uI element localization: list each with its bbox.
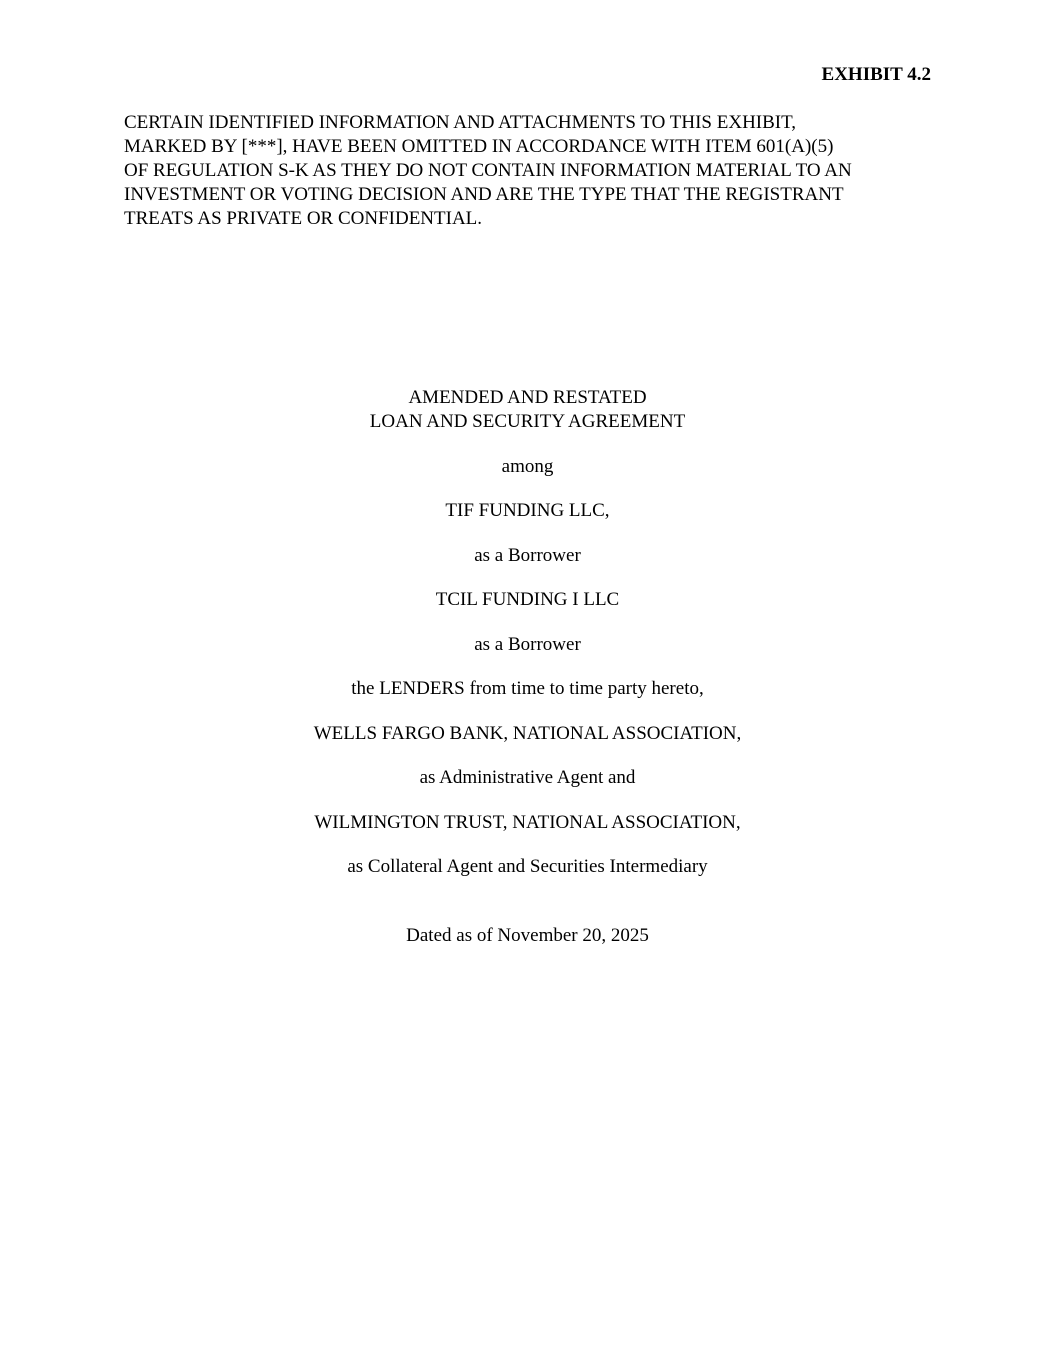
- collateral-agent-name: WILMINGTON TRUST, NATIONAL ASSOCIATION,: [314, 812, 741, 833]
- borrower1-role: as a Borrower: [474, 545, 581, 566]
- admin-agent-role: as Administrative Agent and: [419, 767, 636, 788]
- title-line-1: AMENDED AND RESTATED: [408, 387, 647, 408]
- notice-line: OF REGULATION S-K AS THEY DO NOT CONTAIN INFORMATION MATERIAL TO AN: [124, 160, 852, 181]
- confidentiality-notice: [124, 111, 944, 231]
- borrower1-name: TIF FUNDING LLC,: [445, 500, 610, 521]
- among-text: among: [501, 456, 554, 477]
- lenders-text: the LENDERS from time to time party hereto,: [351, 678, 704, 699]
- notice-line: MARKED BY [***], HAVE BEEN OMITTED IN ACCORDANCE WITH ITEM 601(A)(5): [124, 136, 834, 157]
- title-line-2: LOAN AND SECURITY AGREEMENT: [369, 411, 686, 432]
- notice-line: TREATS AS PRIVATE OR CONFIDENTIAL.: [124, 208, 483, 229]
- borrower2-name: TCIL FUNDING I LLC: [435, 589, 620, 610]
- admin-agent-name: WELLS FARGO BANK, NATIONAL ASSOCIATION,: [313, 723, 742, 744]
- dated-line: Dated as of November 20, 2025: [406, 925, 649, 946]
- exhibit-label: EXHIBIT 4.2: [821, 64, 931, 85]
- borrower2-role: as a Borrower: [474, 634, 581, 655]
- notice-line: INVESTMENT OR VOTING DECISION AND ARE THE TYPE THAT THE REGISTRANT: [124, 184, 844, 205]
- collateral-agent-role: as Collateral Agent and Securities Intermediary: [347, 856, 708, 877]
- notice-line: CERTAIN IDENTIFIED INFORMATION AND ATTACHMENTS TO THIS EXHIBIT,: [124, 112, 797, 133]
